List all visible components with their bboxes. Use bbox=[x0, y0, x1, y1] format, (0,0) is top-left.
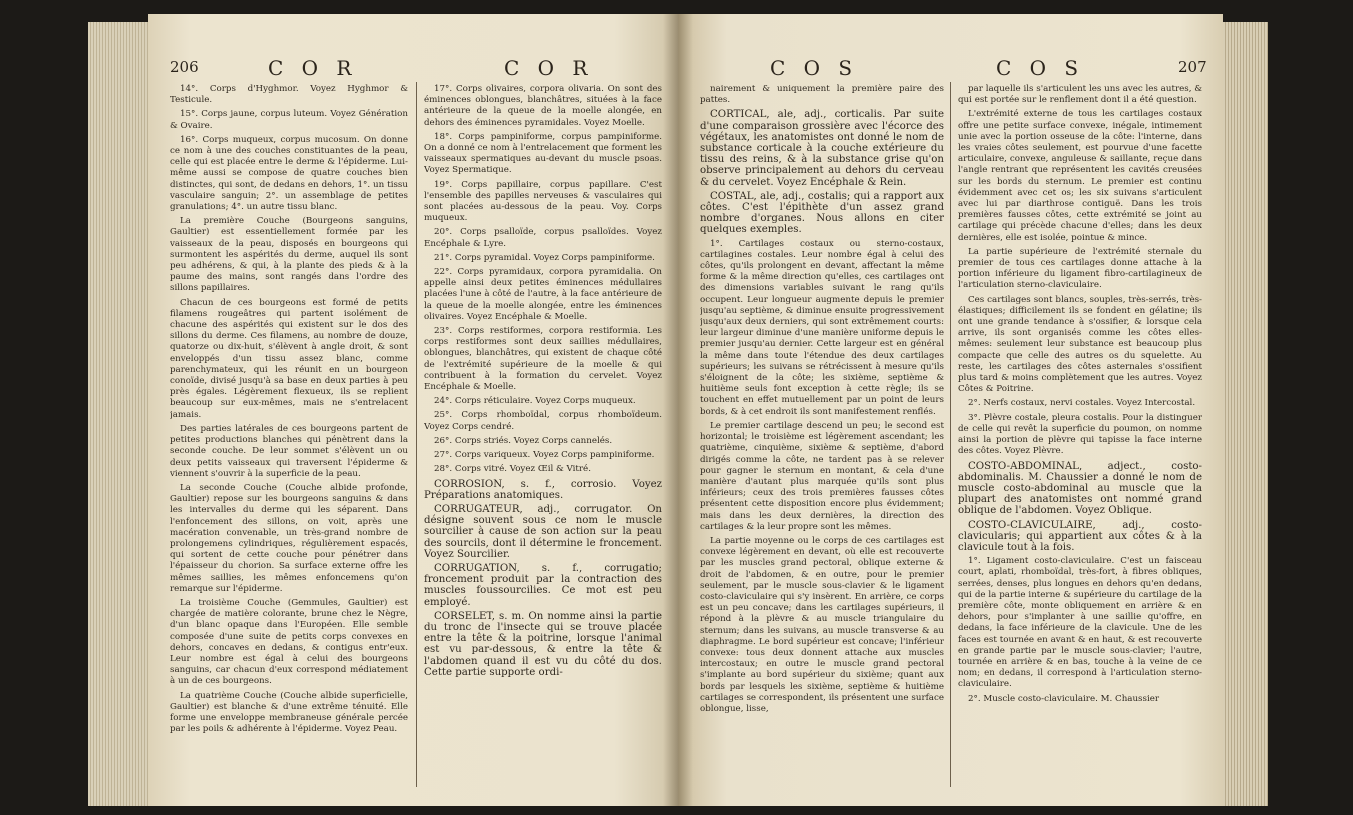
entry-paragraph: 20°. Corps psalloïde, corpus psalloïdes. Voyez Encéphale & Lyre. bbox=[424, 227, 662, 249]
entry-paragraph: 26°. Corps striés. Voyez Corps cannelés. bbox=[434, 435, 613, 446]
entry-paragraph: COSTO-CLAVICULAIRE, adj., costo-clavicularis; qui appartient aux côtes & à la clavicule tout à la fois. bbox=[958, 519, 1202, 553]
column-rule-right bbox=[950, 82, 951, 787]
entry-paragraph: 27°. Corps variqueux. Voyez Corps pampiniforme. bbox=[434, 450, 655, 461]
entry-paragraph: 22°. Corps pyramidaux, corpora pyramidalia. On appelle ainsi deux petites éminences médullaires placées l'une à côté de l'autre, à la face antérieure de la queue de la moelle alongée, entre les éminences olivaires. Voyez Encéphale & Moelle. bbox=[424, 267, 662, 322]
entry-paragraph: La seconde Couche (Couche albide profonde, Gaultier) repose sur les bourgeons sanguins & dans les intervalles du derme qui les séparent. Dans l'enfoncement des sillons, on voit, après une macération convenable, un très-grand nombre de prolongemens cylindriques, régulièrement espacés, qui sortent de cette couche pour pénétrer dans l'épaisseur du chorion. Sa surface externe offre les mêmes saillies, les mêmes enfoncemens qu'on remarque sur l'épiderme. bbox=[170, 482, 408, 594]
right-page-column-2 bbox=[958, 84, 1202, 800]
left-page-column-1 bbox=[170, 84, 408, 800]
entry-paragraph: 17°. Corps olivaires, corpora olivaria. On sont des éminences oblongues, blanchâtres, situées à la face antérieure de la queue de la moelle alongée, en dehors des éminences pyramidales. Voyez Moelle. bbox=[424, 84, 662, 128]
left-page-column-2 bbox=[424, 84, 662, 800]
entry-paragraph: COSTO-ABDOMINAL, adject., costo-abdominalis. M. Chaussier a donné le nom de muscle costo-abdominal au muscle que la plupart des anatomistes ont nommé grand oblique de l'abdomen. Voyez Oblique. bbox=[958, 460, 1202, 517]
entry-paragraph: CORTICAL, ale, adj., corticalis. Par suite d'une comparaison grossière avec l'écorce des végétaux, les anatomistes ont donné le nom de substance corticale à la couche extérieure du tissu des reins, & à la substance grise qu'on observe principalement au dehors du cerveau & du cervelet. Voyez Encéphale & Rein. bbox=[700, 109, 944, 188]
entry-paragraph: La première Couche (Bourgeons sanguins, Gaultier) est essentiellement formée par les vaisseaux de la peau, disposés en bourgeons qui surmontent les aspérités du derme, auquel ils sont peu adhérens, & qui, à la plante des pieds & à la paume des mains, sont rangés dans l'ordre des sillons papillaires. bbox=[170, 216, 408, 294]
entry-paragraph: CORSELET, s. m. On nomme ainsi la partie du tronc de l'insecte qui se trouve placée entre la tête & la poitrine, lorsque l'animal est vu par-dessous, & entre la tête & l'abdomen quand il est vu du côté du dos. Cette partie supporte ordi- bbox=[424, 610, 662, 678]
running-header-left-col1: C O R bbox=[268, 56, 358, 80]
entry-paragraph: CORRUGATEUR, adj., corrugator. On désigne souvent sous ce nom le muscle sourcilier à cause de son action sur la peau des sourcils, dont il détermine le froncement. Voyez Sourcilier. bbox=[424, 503, 662, 560]
entry-paragraph: nairement & uniquement la première paire des pattes. bbox=[700, 84, 944, 106]
entry-paragraph: 23°. Corps restiformes, corpora restiformia. Les corps restiformes sont deux saillies médullaires, oblongues, blanchâtres, qui existent de chaque côté de l'extrémité supérieure de la moelle & qui contribuent à la formation du cervelet. Voyez Encéphale & Moelle. bbox=[424, 326, 662, 393]
entry-paragraph: Chacun de ces bourgeons est formé de petits filamens rougeâtres qui partent isolément de chacune des aspérités qui existent sur le dos des sillons du derme. Ces filamens, au nombre de douze, quatorze ou dix-huit, s'élèvent à angle droit, & sont enveloppés d'un tissu assez blanc, comme parenchymateux, qui les réunit en un bourgeon conoïde, divisé jusqu'à sa base en deux parties à peu près égales. Légèrement flexueux, ils se replient beaucoup sur eux-mêmes, mais ne s'entrelacent jamais. bbox=[170, 297, 408, 420]
entry-paragraph: 16°. Corps muqueux, corpus mucosum. On donne ce nom à une des couches constituantes de la peau, celle qui est placée entre le derme & l'épiderme. Lui-même aussi se compose de quatre couches bien distinctes, qui sont, de dedans en dehors, 1°. un tissu vasculaire sanguin; 2°. un assemblage de petites granulations; 4°. un autre tissu blanc. bbox=[170, 134, 408, 213]
right-page-column-1 bbox=[700, 84, 944, 800]
entry-paragraph: La quatrième Couche (Couche albide superficielle, Gaultier) est blanche & d'une extrême ténuité. Elle forme une enveloppe membraneuse générale percée par les poils & adhérente à l'épiderme. Voyez Peau. bbox=[170, 690, 408, 735]
entry-paragraph: La partie supérieure de l'extrémité sternale du premier de tous ces cartilages donne attache à la portion inférieure du ligament fibro-cartilagineux de l'articulation sterno-claviculaire. bbox=[958, 246, 1202, 291]
entry-paragraph: Des parties latérales de ces bourgeons partent de petites productions blanches qui pénètrent dans la seconde couche. De leur sommet s'élèvent un ou deux petits vaisseaux qui traversent l'épidermе & viennent s'ouvrir à la superficie de la peau. bbox=[170, 423, 408, 479]
entry-paragraph: L'extrémité externe de tous les cartilages costaux offre une petite surface convexe, inégale, intimement unie avec la portion osseuse de la côte: l'interne, dans les vraies côtes seulement, est pourvue d'une facette articulaire, convexe, anguleuse & saillante, reçue dans l'angle rentrant que représentent les cavités creusées sur les bords du sternum. Le premier est continu évidemment avec cet os; les six suivans s'articulent avec lui par diarthrose contiguë. Dans les trois premières fausses côtes, cette extrémité se joint au cartilage qui précède chacune d'elles; dans les deux dernières, elle est isolée, pointue & mince. bbox=[958, 109, 1202, 243]
entry-paragraph: La troisième Couche (Gemmules, Gaultier) est chargée de matière colorante, brune chez le Nègre, d'un blanc opaque dans l'Européen. Elle semble composée d'une suite de petits corps convexes en dehors, concaves en dedans, & contigus entr'eux. Leur nombre est égal à celui des bourgeons sanguins, car chacun d'eux correspond médiatement à un de ces bourgeons. bbox=[170, 597, 408, 687]
entry-paragraph: Ces cartilages sont blancs, souples, très-serrés, très-élastiques; difficilement ils se fondent en gélatine; ils ont une grande tendance à s'ossifier, & lorsque cela arrive, ils sont organisés comme les côtes elles-mêmes: seulement leur substance est beaucoup plus compacte que celle des autres os du squelette. Au reste, les cartilages des côtes asternales s'ossifient plus tard & moins complètement que les autres. Voyez Côtes & Poitrine. bbox=[958, 294, 1202, 395]
entry-paragraph: 21°. Corps pyramidal. Voyez Corps pampiniforme. bbox=[434, 252, 655, 263]
entry-paragraph: 3°. Plèvre costale, pleura costalis. Pour la distinguer de celle qui revêt la superficie du poumon, on nomme ainsi la portion de plèvre qui tapisse la face interne des côtes. Voyez Plèvre. bbox=[958, 412, 1202, 457]
left-page-edges bbox=[88, 22, 148, 806]
open-book bbox=[88, 14, 1268, 806]
entry-paragraph: 19°. Corps papillaire, corpus papillare. C'est l'ensemble des papilles nerveuses & vasculaires qui sont placées au-dessous de la peau. Voy. Corps muqueux. bbox=[424, 179, 662, 224]
entry-paragraph: 15°. Corps jaune, corpus luteum. Voyez Génération & Ovaire. bbox=[170, 109, 408, 131]
entry-paragraph: 1°. Cartilages costaux ou sterno-costaux, cartilagines costales. Leur nombre égal à celui des côtes, qu'ils prolongent en devant, affectant la même forme & la même direction qu'elles, ces cartilages ont des dimensions variables suivant le rang qu'ils occupent. Leur longueur augmente depuis le premier jusqu'au septième, & diminue ensuite progressivement jusqu'aux deux derniers, qui sont extrêmement courts: leur largeur diminue d'une manière uniforme depuis le premier jusqu'au dernier. Cette largeur est en général la même dans toute l'étendue des deux cartilages supérieurs; les suivans se rétrécissent à mesure qu'ils s'éloignent de la côte; les sixième, septième & huitième seuls font exception à cette règle; ils se touchent en effet mutuellement par un point de leurs bords, & à cet endroit ils sont manifestement renflés. bbox=[700, 238, 944, 417]
page-number-right: 207 bbox=[1178, 58, 1207, 76]
entry-paragraph: 14°. Corps d'Hyghmor. Voyez Hyghmor & Testicule. bbox=[170, 84, 408, 106]
entry-paragraph: CORROSION, s. f., corrosio. Voyez Préparations anatomiques. bbox=[424, 478, 662, 501]
right-page bbox=[678, 14, 1223, 806]
entry-paragraph: 18°. Corps pampiniforme, corpus pampiniforme. On a donné ce nom à l'entrelacement que forment les vaisseaux spermatiques au-devant du muscle psoas. Voyez Spermatique. bbox=[424, 131, 662, 176]
entry-paragraph: CORRUGATION, s. f., corrugatio; froncement produit par la contraction des muscles foussourcilies. Ce mot est peu employé. bbox=[424, 562, 662, 608]
page-number-left: 206 bbox=[170, 58, 199, 76]
entry-paragraph: 28°. Corps vitré. Voyez Œil & Vitré. bbox=[434, 464, 591, 475]
entry-paragraph: La partie moyenne ou le corps de ces cartilages est convexe légèrement en devant, où elle est recouverte par les muscles grand pectoral, oblique externe & droit de l'abdomen, & en outre, pour le premier seulement, par le muscle sous-clavier & le ligament costo-claviculaire qui s'y insèrent. En arrière, ce corps est un peu concave; dans les cartilages supérieurs, il répond à la plèvre & au muscle triangulaire du sternum; dans les suivans, au muscle transverse & au diaphragme. Le bord supérieur est concave; l'inférieur convexe: tous deux donnent attache aux muscles intercostaux; en outre le muscle grand pectoral s'implante au bord supérieur du sixième; quant aux bords par lesquels les sixième, septième & huitième cartilages se correspondent, ils présentent une surface oblongue, lisse, bbox=[700, 535, 944, 714]
right-page-edges bbox=[1223, 22, 1268, 806]
entry-paragraph: 1°. Ligament costo-claviculaire. C'est un faisceau court, aplati, rhomboïdal, très-fort, à fibres obliques, serrées, denses, plus longues en dehors qu'en dedans, qui de la partie interne & supérieure du cartilage de la première côte, monte obliquement en arrière & en dehors, pour s'implanter à une saillie qu'offre, en dedans, la face inférieure de la clavicule. Une de les faces est tournée en avant & en haut, & est recouverte en grande partie par le muscle sous-clavier; l'autre, tournée en arrière & en bas, touche à la veine de ce nom; en dedans, il correspond à l'articulation sterno-claviculaire. bbox=[958, 556, 1202, 690]
book-gutter bbox=[663, 14, 693, 806]
entry-paragraph: COSTAL, ale, adj., costalis; qui a rapport aux côtes. C'est l'épithète d'un assez grand nombre d'organes. Nous allons en citer quelques exemples. bbox=[700, 190, 944, 236]
running-header-right-col2: C O S bbox=[996, 56, 1085, 80]
running-header-right-col1: C O S bbox=[770, 56, 859, 80]
column-rule-left bbox=[416, 82, 417, 787]
entry-paragraph: par laquelle ils s'articulent les uns avec les autres, & qui est portée sur le renflement dont il a été question. bbox=[958, 84, 1202, 106]
entry-paragraph: Le premier cartilage descend un peu; le second est horizontal; le troisième est légèrement ascendant; les quatrième, cinquième, sixième & septième, d'abord dirigés comme la côte, ne tardent pas à se relever pour gagner le sternum en montant, & cela d'une manière d'autant plus marquée qu'ils sont plus inférieurs; ceux des trois premières fausses côtes présentent cette disposition encore plus évidemment; mais dans les deux dernières, la direction des cartilages & la leur propre sont les mêmes. bbox=[700, 420, 944, 532]
entry-paragraph: 25°. Corps rhomboïdal, corpus rhomboïdeum. Voyez Corps cendré. bbox=[424, 410, 662, 432]
left-page bbox=[148, 14, 678, 806]
entry-paragraph: 24°. Corps réticulaire. Voyez Corps muqueux. bbox=[434, 396, 636, 407]
entry-paragraph: 2°. Muscle costo-claviculaire. M. Chaussier bbox=[968, 693, 1160, 704]
running-header-left-col2: C O R bbox=[504, 56, 594, 80]
entry-paragraph: 2°. Nerfs costaux, nervi costales. Voyez Intercostal. bbox=[968, 398, 1196, 409]
